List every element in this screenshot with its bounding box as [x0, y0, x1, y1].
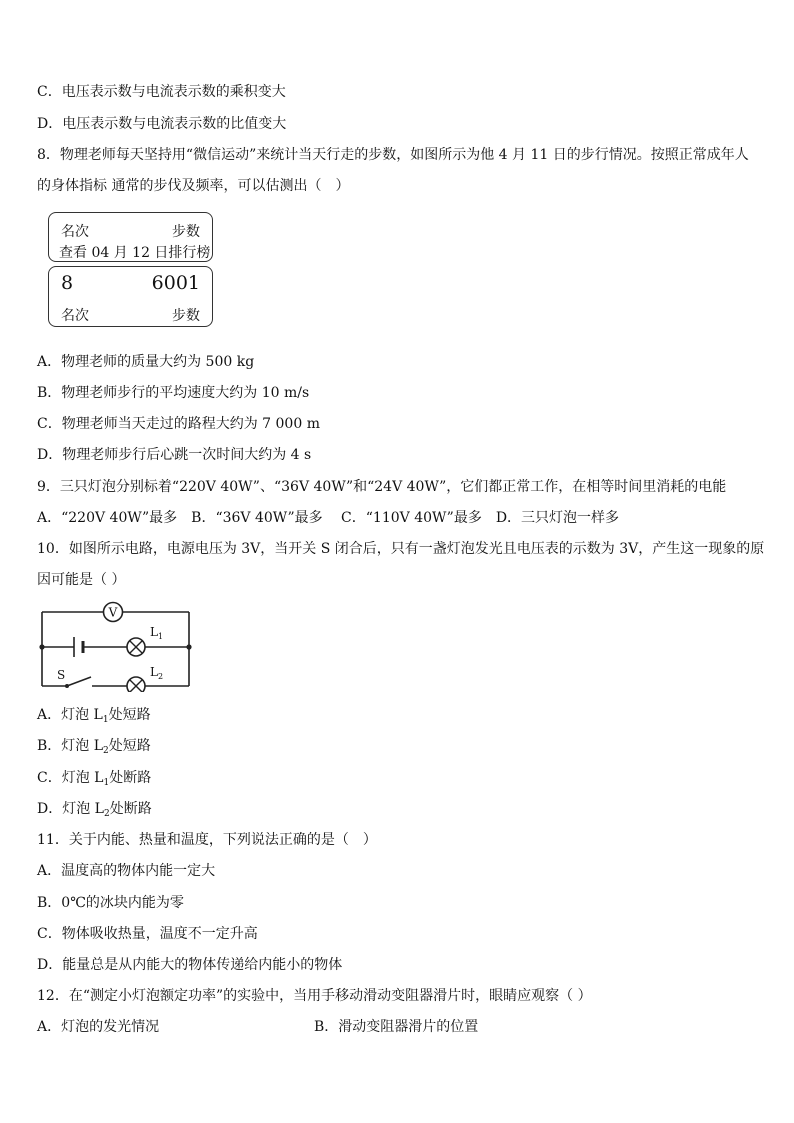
q7-option-d: D．电压表示数与电流表示数的比值变大	[37, 116, 287, 132]
q8-option-d: D．物理老师步行后心跳一次时间大约为 4 s	[37, 447, 312, 463]
switch-icon	[65, 677, 91, 688]
switch-label: S	[57, 668, 66, 682]
q12-option-b: B．滑动变阻器滑片的位置	[314, 1019, 479, 1035]
lamp-l2-label: $L_2$	[150, 665, 164, 681]
lamp-l2-icon	[127, 677, 145, 692]
q8-option-b: B．物理老师步行的平均速度大约为 10 m/s	[37, 385, 310, 401]
rank-label: 名次	[61, 224, 89, 240]
q10-option-d: D．灯泡 $L_2$处断路	[37, 801, 152, 819]
voltmeter-icon	[104, 603, 123, 622]
lamp-l1-label: $L_1$	[150, 625, 164, 641]
q10-stem-line1: 10．如图所示电路，电源电压为 3V，当开关 S 闭合后，只有一盏灯泡发光且电压表的示数为 3V，产生这一现象的原	[37, 541, 765, 557]
steps-value: 6001	[151, 272, 200, 294]
wechat-steps-panel	[48, 266, 213, 327]
q9-options: A．“220V 40W”最多 B．“36V 40W”最多 C．“110V 40W”最多 D．三只灯泡一样多	[37, 510, 620, 526]
wechat-header-panel	[48, 212, 213, 262]
svg-text:V: V	[108, 605, 118, 620]
q10-stem-line2: 因可能是（ ）	[37, 572, 126, 588]
q10-option-c: C．灯泡 $L_1$处断路	[37, 770, 152, 788]
rank-label-bottom: 名次	[61, 308, 89, 324]
q9-stem: 9．三只灯泡分别标着“220V 40W”、“36V 40W”和“24V 40W”，它们都正常工作，在相等时间里消耗的电能	[37, 479, 727, 495]
q8-stem-line2: 的身体指标 通常的步伐及频率，可以估测出（ ）	[37, 178, 350, 194]
q11-option-a: A．温度高的物体内能一定大	[37, 863, 216, 879]
steps-label: 步数	[172, 224, 200, 240]
q11-stem: 11．关于内能、热量和温度，下列说法正确的是（ ）	[37, 832, 377, 848]
q11-option-d: D．能量总是从内能大的物体传递给内能小的物体	[37, 957, 343, 973]
rank-value: 8	[61, 272, 74, 294]
view-ranking-text: 查看 04 月 12 日排行榜	[59, 245, 211, 261]
q12-stem: 12．在“测定小灯泡额定功率”的实验中，当用手移动滑动变阻器滑片时，眼睛应观察（ ）	[37, 988, 592, 1004]
q11-option-c: C．物体吸收热量，温度不一定升高	[37, 926, 258, 942]
q11-option-b: B．0℃的冰块内能为零	[37, 895, 184, 911]
q10-option-a: A．灯泡 $L_1$处短路	[37, 707, 151, 725]
lamp-l1-icon	[127, 638, 145, 656]
q10-option-b: B．灯泡 $L_2$处短路	[37, 738, 151, 756]
circuit-diagram	[36, 600, 196, 692]
steps-label-bottom: 步数	[172, 308, 200, 324]
q8-option-a: A．物理老师的质量大约为 500 kg	[37, 354, 255, 370]
q8-stem-line1: 8．物理老师每天坚持用“微信运动”来统计当天行走的步数，如图所示为他 4 月 11 日的步行情况。按照正常成年人	[37, 147, 749, 163]
q7-option-c: C．电压表示数与电流表示数的乘积变大	[37, 84, 286, 100]
q12-option-a: A．灯泡的发光情况	[37, 1019, 160, 1035]
q8-option-c: C．物理老师当天走过的路程大约为 7 000 m	[37, 416, 320, 432]
